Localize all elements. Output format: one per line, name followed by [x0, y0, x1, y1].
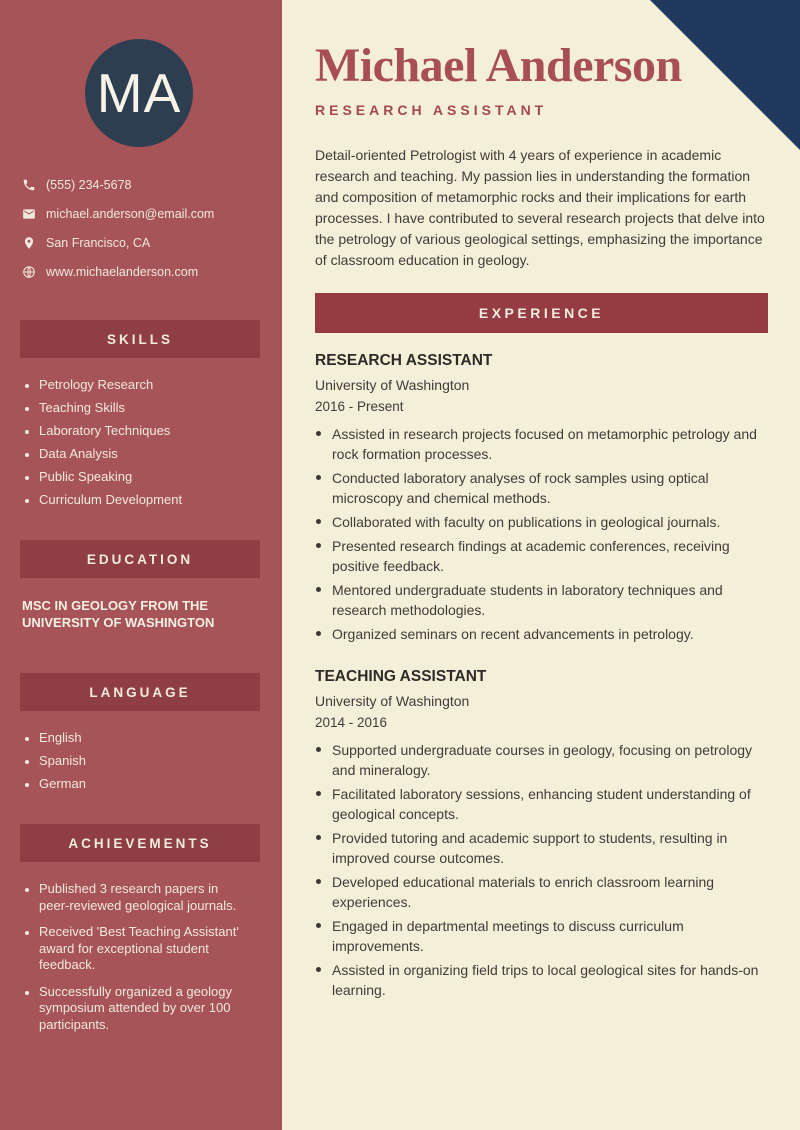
list-item: Presented research findings at academic conferences, receiving positive feedback.: [315, 536, 768, 576]
job-company: University of Washington: [315, 692, 470, 709]
achievements-header: [20, 824, 260, 862]
experience-section-header: [315, 293, 768, 333]
education-header: [20, 540, 260, 578]
list-item: Teaching Skills: [24, 400, 260, 416]
list-item: Successfully organized a geology symposium attended by over 100 participants.: [24, 984, 252, 1034]
job-dates: 2016 - Present: [315, 398, 404, 414]
contact-email-text: michael.anderson@email.com: [46, 207, 215, 221]
contact-email: [22, 205, 270, 223]
contact-website-text: www.michaelanderson.com: [46, 265, 199, 279]
skills-header-label: SKILLS: [106, 331, 173, 347]
email-icon: [22, 207, 36, 221]
list-item: Assisted in research projects focused on metamorphic petrology and rock formation processes.: [315, 424, 768, 464]
language-header: [20, 673, 260, 711]
job-bullet-list: [315, 424, 768, 644]
summary-paragraph: Detail-oriented Petrologist with 4 years of experience in academic research and teaching. My passion lies in understanding the formation and composition of metamorphic rocks and their implications for earth processes. I have contributed to several research projects that delve into the petrology of various geological settings, emphasizing the importance of classroom education in geology.: [315, 146, 765, 268]
contact-phone: [22, 176, 270, 194]
job-entry: [315, 668, 768, 1000]
contact-section: [22, 176, 270, 292]
skills-header: [20, 320, 260, 358]
phone-icon: [22, 178, 36, 192]
list-item: German: [24, 776, 260, 792]
education-header-label: EDUCATION: [86, 551, 194, 567]
list-item: Data Analysis: [24, 446, 260, 462]
list-item: Received 'Best Teaching Assistant' award for exceptional student feedback.: [24, 924, 252, 974]
list-item: Mentored undergraduate students in laboratory techniques and research methodologies.: [315, 580, 768, 620]
job-bullet-list: [315, 740, 768, 1000]
list-item: Supported undergraduate courses in geology, focusing on petrology and mineralogy.: [315, 740, 768, 780]
contact-website: [22, 263, 270, 281]
achievements-list: [24, 881, 260, 1043]
list-item: Facilitated laboratory sessions, enhancing student understanding of geological concepts.: [315, 784, 768, 824]
skills-list: [24, 377, 260, 515]
list-item: Assisted in organizing field trips to local geological sites for hands-on learning.: [315, 960, 768, 1000]
list-item: Organized seminars on recent advancements in petrology.: [315, 624, 768, 644]
avatar: [85, 39, 193, 147]
location-icon: [22, 236, 36, 250]
list-item: Collaborated with faculty on publications in geological journals.: [315, 512, 768, 532]
list-item: Laboratory Techniques: [24, 423, 260, 439]
language-list: [24, 730, 260, 799]
education-degree: MSC IN GEOLOGY FROM THE UNIVERSITY OF WASHINGTON: [22, 598, 215, 630]
headline-job-title: RESEARCH ASSISTANT: [315, 101, 548, 118]
list-item: Curriculum Development: [24, 492, 260, 508]
list-item: English: [24, 730, 260, 746]
job-entry: [315, 352, 768, 644]
sidebar: [0, 0, 282, 1130]
language-header-label: LANGUAGE: [89, 684, 191, 700]
job-title: RESEARCH ASSISTANT: [315, 351, 493, 369]
list-item: Published 3 research papers in peer-reviewed geological journals.: [24, 881, 252, 914]
avatar-initials: MA: [96, 62, 182, 124]
page-title: Michael Anderson: [315, 39, 682, 92]
contact-location: [22, 234, 270, 252]
list-item: Spanish: [24, 753, 260, 769]
list-item: Developed educational materials to enrich classroom learning experiences.: [315, 872, 768, 912]
experience-section-label: EXPERIENCE: [478, 304, 605, 321]
main-content: [315, 0, 768, 1004]
contact-location-text: San Francisco, CA: [46, 236, 151, 250]
globe-icon: [22, 265, 36, 279]
achievements-header-label: ACHIEVEMENTS: [68, 835, 212, 851]
list-item: Petrology Research: [24, 377, 260, 393]
list-item: Conducted laboratory analyses of rock samples using optical microscopy and chemical methods.: [315, 468, 768, 508]
list-item: Provided tutoring and academic support to students, resulting in improved course outcomes.: [315, 828, 768, 868]
job-dates: 2014 - 2016: [315, 714, 388, 730]
list-item: Public Speaking: [24, 469, 260, 485]
job-company: University of Washington: [315, 376, 470, 393]
list-item: Engaged in departmental meetings to discuss curriculum improvements.: [315, 916, 768, 956]
job-title: TEACHING ASSISTANT: [315, 667, 487, 685]
contact-phone-text: (555) 234-5678: [46, 178, 132, 192]
